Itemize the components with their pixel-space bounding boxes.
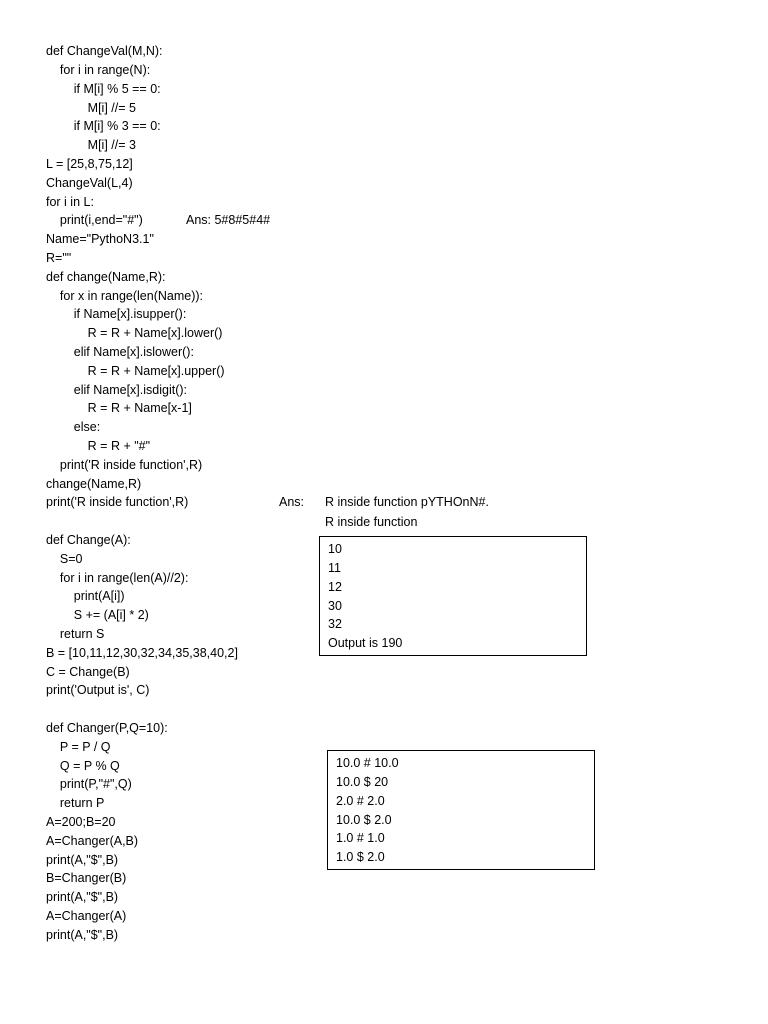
code-line: for x in range(len(Name)): (46, 289, 203, 303)
code-line: B=Changer(B) (46, 871, 127, 885)
code-line: C = Change(B) (46, 665, 130, 679)
code-line: B = [10,11,12,30,32,34,35,38,40,2] (46, 646, 238, 660)
code-line: P = P / Q (46, 740, 111, 754)
code-line: def Changer(P,Q=10): (46, 721, 168, 735)
output-line: 30 (328, 599, 342, 613)
code-line: else: (46, 420, 101, 434)
answer-line: R inside function (325, 515, 418, 529)
code-line: ChangeVal(L,4) (46, 176, 133, 190)
code-line: print(i,end="#") (46, 213, 143, 227)
code-line: print('Output is', C) (46, 683, 150, 697)
output-line: 2.0 # 2.0 (336, 794, 385, 808)
code-line: print(A,"$",B) (46, 890, 119, 904)
output-line: 1.0 # 1.0 (336, 831, 385, 845)
code-line: for i in range(len(A)//2): (46, 571, 189, 585)
code-line: change(Name,R) (46, 477, 142, 491)
code-line: R = R + Name[x].lower() (46, 326, 223, 340)
code-line: Q = P % Q (46, 759, 120, 773)
output-line: 10 (328, 542, 342, 556)
code-line: if M[i] % 5 == 0: (46, 82, 161, 96)
output-box (327, 750, 595, 870)
output-line: 11 (328, 561, 341, 575)
code-line: print(A,"$",B) (46, 853, 119, 867)
output-line: 10.0 # 10.0 (336, 756, 399, 770)
output-box (319, 536, 587, 656)
code-line: R = R + Name[x-1] (46, 401, 192, 415)
code-line: def Change(A): (46, 533, 131, 547)
code-line: def change(Name,R): (46, 270, 166, 284)
code-line: Name="PythoN3.1" (46, 232, 154, 246)
code-line: for i in range(N): (46, 63, 151, 77)
code-line: return S (46, 627, 105, 641)
code-line: if M[i] % 3 == 0: (46, 119, 161, 133)
output-line: 1.0 $ 2.0 (336, 850, 385, 864)
answer-changeval: Ans: 5#8#5#4# (186, 213, 271, 227)
code-line: for i in L: (46, 195, 94, 209)
output-line: 10.0 $ 2.0 (336, 813, 392, 827)
code-line: A=Changer(A,B) (46, 834, 139, 848)
output-line: 12 (328, 580, 342, 594)
code-line: S=0 (46, 552, 83, 566)
code-line: R="" (46, 251, 72, 265)
code-line: print(P,"#",Q) (46, 777, 132, 791)
code-line: print('R inside function',R) (46, 495, 189, 509)
answer-line: R inside function pYTHOnN#. (325, 495, 489, 509)
code-line: M[i] //= 3 (46, 138, 136, 152)
output-line: Output is 190 (328, 636, 403, 650)
code-line: def ChangeVal(M,N): (46, 44, 163, 58)
code-line: print(A,"$",B) (46, 928, 119, 942)
answer-label: Ans: (279, 495, 305, 509)
code-line: if Name[x].isupper(): (46, 307, 187, 321)
code-line: elif Name[x].islower(): (46, 345, 194, 359)
code-line: R = R + Name[x].upper() (46, 364, 225, 378)
code-line: M[i] //= 5 (46, 101, 136, 115)
code-line: L = [25,8,75,12] (46, 157, 133, 171)
code-line: R = R + "#" (46, 439, 151, 453)
code-line: elif Name[x].isdigit(): (46, 383, 188, 397)
code-line: return P (46, 796, 105, 810)
output-line: 32 (328, 617, 342, 631)
code-line: print(A[i]) (46, 589, 125, 603)
code-line: A=200;B=20 (46, 815, 116, 829)
code-line: A=Changer(A) (46, 909, 127, 923)
code-line: S += (A[i] * 2) (46, 608, 149, 622)
output-line: 10.0 $ 20 (336, 775, 389, 789)
code-line: print('R inside function',R) (46, 458, 203, 472)
